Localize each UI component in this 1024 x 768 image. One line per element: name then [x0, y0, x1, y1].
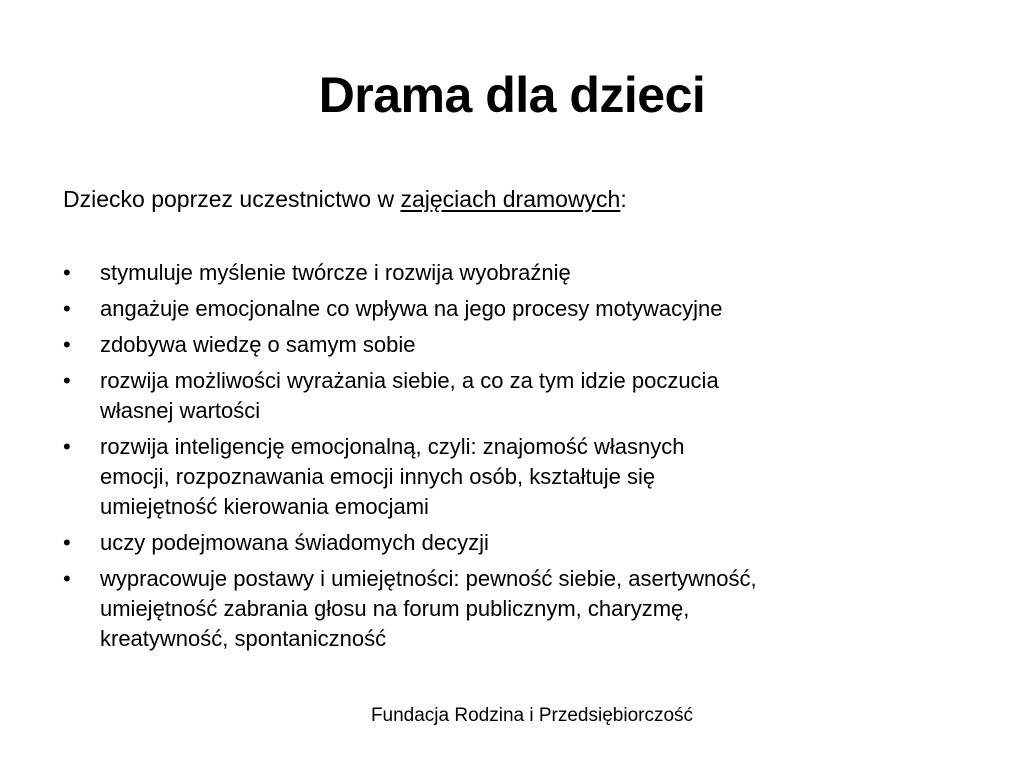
list-item [63, 366, 973, 426]
bullet-line: angażuje emocjonalne co wpływa na jego procesy motywacyjne [100, 296, 723, 321]
bullet-icon: • [63, 332, 71, 357]
footer-text: Fundacja Rodzina i Przedsiębiorczość [370, 705, 694, 726]
list-item [63, 432, 973, 522]
bullet-line: wypracowuje postawy i umiejętności: pewność siebie, asertywność, [100, 566, 757, 591]
bullet-icon: • [63, 296, 71, 321]
bullet-line: rozwija możliwości wyrażania siebie, a co za tym idzie poczucia [100, 368, 719, 393]
bullet-line: kreatywność, spontaniczność [100, 626, 387, 651]
bullet-icon: • [63, 530, 71, 555]
bullet-line: uczy podejmowana świadomych decyzji [100, 530, 489, 555]
intro-suffix: : [620, 186, 627, 212]
slide-title: Drama dla dzieci [318, 67, 706, 123]
bullet-line: własnej wartości [100, 398, 261, 423]
bullet-line: rozwija inteligencję emocjonalną, czyli: znajomość własnych [100, 434, 685, 459]
list-item [63, 258, 973, 288]
bullet-icon: • [63, 368, 71, 393]
list-item [63, 330, 973, 360]
list-item [63, 564, 973, 654]
bullet-line: stymuluje myślenie twórcze i rozwija wyobraźnię [100, 260, 571, 285]
intro-link[interactable]: zajęciach dramowych [400, 186, 621, 212]
bullet-icon: • [63, 566, 71, 591]
bullet-line: zdobywa wiedzę o samym sobie [100, 332, 416, 357]
bullet-line: umiejętność kierowania emocjami [100, 494, 429, 519]
list-item [63, 294, 973, 324]
bullet-icon: • [63, 260, 71, 285]
bullet-icon: • [63, 434, 71, 459]
bullet-list [63, 258, 973, 660]
intro-text [63, 184, 627, 214]
intro-prefix: Dziecko poprzez uczestnictwo w [63, 186, 401, 212]
bullet-line: umiejętność zabrania głosu na forum publicznym, charyzmę, [100, 596, 690, 621]
bullet-line: emocji, rozpoznawania emocji innych osób, kształtuje się [100, 464, 656, 489]
list-item [63, 528, 973, 558]
